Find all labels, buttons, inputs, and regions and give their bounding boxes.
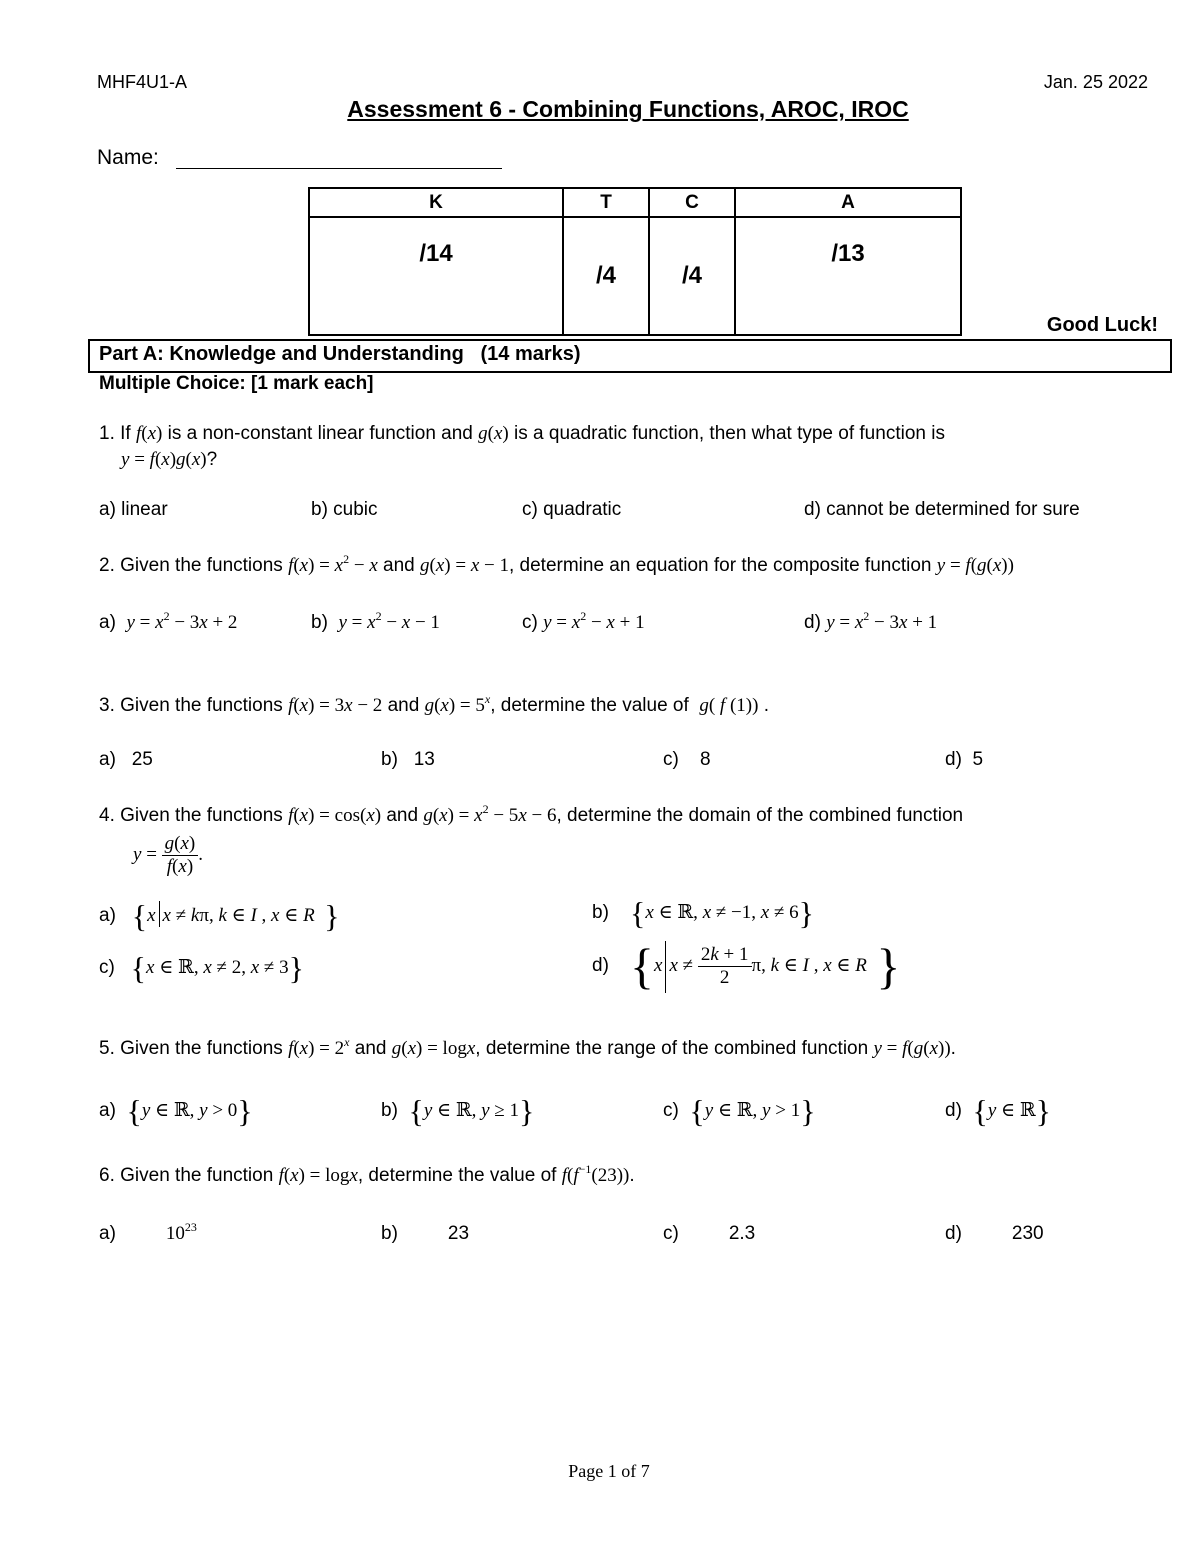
name-label: Name: xyxy=(97,146,159,169)
q1-text-1: is a non-constant linear function and xyxy=(162,423,479,444)
q1-prefix: 1. If xyxy=(99,423,131,444)
q2-option-a[interactable]: a) $y = x^2 - 3x + 2$ xyxy=(99,609,238,633)
question-2: 2. Given the functions $f(x) = x^2 - x$ and g(x) = x − 1, determine an equation for the composite function y = f(g(x)) xyxy=(99,552,1014,576)
name-field[interactable] xyxy=(176,168,502,169)
q3-option-a[interactable]: a) 25 xyxy=(99,749,153,770)
q4-option-a[interactable]: a) {x x ≠ kπ, k ∈ I , x ∈ R } xyxy=(99,898,340,934)
q2-option-b[interactable]: b) $y = x^2 - x - 1$ xyxy=(311,609,440,633)
score-c: /4 xyxy=(649,217,735,335)
question-3: 3. Given the functions f(x) = 3x − 2 and $g(x) = 5^x$, determine the value of g( f (1)) . xyxy=(99,692,769,716)
q4-option-b[interactable]: b) {x ∈ ℝ, x ≠ −1, x ≠ 6} xyxy=(592,895,815,931)
score-header-t: T xyxy=(563,188,649,217)
question-6: 6. Given the function f(x) = logx, determine the value of $f(f^{-1}(23))$. xyxy=(99,1162,635,1186)
good-luck: Good Luck! xyxy=(1046,314,1158,336)
q6-option-c[interactable]: c) 2.3 xyxy=(663,1223,756,1244)
score-header-a: A xyxy=(735,188,961,217)
page-number: Page 1 of 7 xyxy=(568,1461,650,1481)
q1-text-2: is a quadratic function, then what type of function is xyxy=(508,423,945,444)
q4-option-d[interactable]: d) {x x ≠ $\frac{2k + 1}{2}$ π, k ∈ I , x ∈ R } xyxy=(592,938,901,994)
score-t: /4 xyxy=(563,217,649,335)
q5-option-c[interactable]: c) {y ∈ ℝ, y > 1} xyxy=(663,1093,816,1129)
q2-option-c[interactable]: c) $y = x^2 - x + 1$ xyxy=(522,609,645,633)
q1-option-a[interactable]: a) linear xyxy=(99,499,168,520)
mc-heading: Multiple Choice: [1 mark each] xyxy=(99,373,374,394)
q5-option-b[interactable]: b) {y ∈ ℝ, y ≥ 1} xyxy=(381,1093,535,1129)
q5-option-d[interactable]: d) {y ∈ ℝ} xyxy=(945,1093,1051,1129)
q1-option-d[interactable]: d) cannot be determined for sure xyxy=(804,499,1080,520)
course-code: MHF4U1-A xyxy=(97,72,188,92)
score-a: /13 xyxy=(735,217,961,335)
score-header-k: K xyxy=(309,188,563,217)
score-header-c: C xyxy=(649,188,735,217)
question-1: 1. If f(x) is a non-constant linear function and g(x) is a quadratic function, then what type of function is xyxy=(99,423,945,444)
question-1-line-2: y = f(x)g(x)? xyxy=(121,449,218,470)
q1-option-c[interactable]: c) quadratic xyxy=(522,499,622,520)
q1-option-b[interactable]: b) cubic xyxy=(311,499,378,520)
q5-option-a[interactable]: a) {y ∈ ℝ, y > 0} xyxy=(99,1093,253,1129)
date: Jan. 25 2022 xyxy=(1043,72,1148,92)
score-table xyxy=(308,187,962,336)
score-k: /14 xyxy=(309,217,563,335)
q3-option-c[interactable]: c) 8 xyxy=(663,749,711,770)
q4-option-c[interactable]: c) {x ∈ ℝ, x ≠ 2, x ≠ 3} xyxy=(99,950,304,986)
page-title: Assessment 6 - Combining Functions, AROC, IROC xyxy=(347,96,909,122)
q6-option-a[interactable]: a) $10^{23}$ xyxy=(99,1220,197,1244)
q2-option-d[interactable]: d) $y = x^2 - 3x + 1$ xyxy=(804,609,938,633)
question-4: 4. Given the functions f(x) = cos(x) and $g(x) = x^2 - 5x - 6$, determine the domain of the combined function xyxy=(99,802,964,826)
q3-option-b[interactable]: b) 13 xyxy=(381,749,435,770)
part-a-title: Part A: Knowledge and Understanding (14 marks) xyxy=(99,343,581,365)
q6-option-d[interactable]: d) 230 xyxy=(945,1223,1044,1244)
q3-option-d[interactable]: d) 5 xyxy=(945,749,984,770)
q4-function: y = $\frac{g(x)}{f(x)}$ . xyxy=(133,833,203,877)
q6-option-b[interactable]: b) 23 xyxy=(381,1223,470,1244)
question-5: 5. Given the functions $f(x) = 2^x$ and g(x) = logx, determine the range of the combined function y = f(g(x)). xyxy=(99,1035,956,1059)
